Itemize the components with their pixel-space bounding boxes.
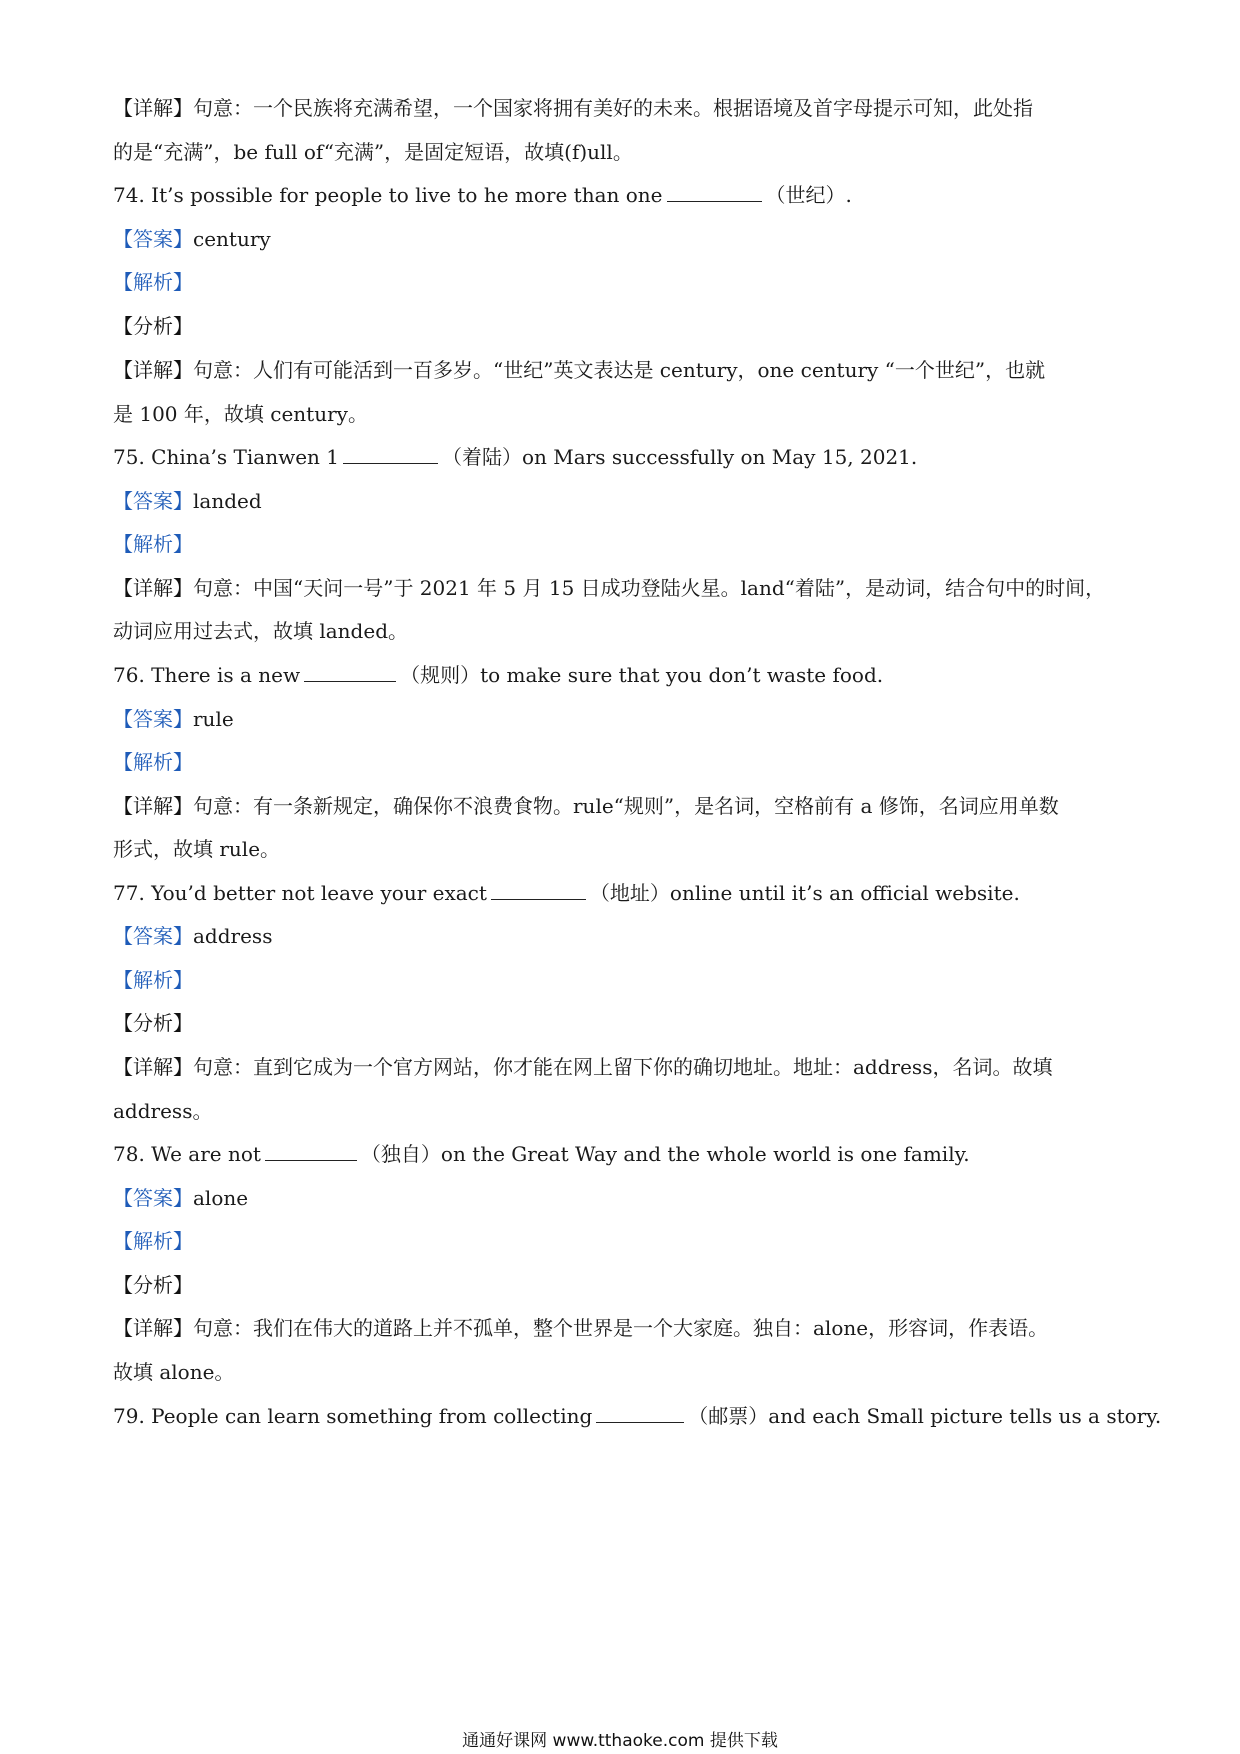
answer-tag: 【答案】 bbox=[113, 924, 193, 948]
detail-continuation bbox=[113, 618, 1133, 644]
answer-blank bbox=[667, 183, 762, 202]
detail-continuation bbox=[113, 139, 1133, 165]
analysis-label bbox=[113, 749, 1133, 775]
answer-line bbox=[113, 488, 1133, 514]
question-hint: （世纪）. bbox=[765, 183, 852, 207]
page-footer: 通通好课网 www.tthaoke.com 提供下载 bbox=[462, 1731, 778, 1751]
question-stem: 78. We are not bbox=[113, 1142, 261, 1166]
question-hint: （规则）to make sure that you don’t waste food. bbox=[400, 663, 884, 687]
detail-text: 句意：我们在伟大的道路上并不孤单，整个世界是一个大家庭。独自：alone，形容词，作表语。 bbox=[193, 1316, 1049, 1340]
analysis-label bbox=[113, 531, 1133, 557]
question-line bbox=[113, 444, 1133, 470]
answer-line bbox=[113, 706, 1133, 732]
answer-line bbox=[113, 923, 1133, 949]
detail-text: 故填 alone。 bbox=[113, 1360, 235, 1384]
answer-tag: 【答案】 bbox=[113, 227, 193, 251]
answer-line bbox=[113, 1185, 1133, 1211]
question-line bbox=[113, 880, 1133, 906]
detail-text: 句意：直到它成为一个官方网站，你才能在网上留下你的确切地址。地址：address，名词。故填 bbox=[193, 1055, 1053, 1079]
breakdown-label bbox=[113, 1010, 1133, 1036]
breakdown-label bbox=[113, 313, 1133, 339]
answer-line bbox=[113, 226, 1133, 252]
analysis-tag: 【解析】 bbox=[113, 750, 193, 774]
detail-tag: 【详解】 bbox=[113, 576, 193, 600]
answer-blank bbox=[265, 1142, 357, 1161]
analysis-label bbox=[113, 1228, 1133, 1254]
answer-text: landed bbox=[193, 489, 262, 513]
detail-continuation bbox=[113, 1359, 1133, 1385]
answer-tag: 【答案】 bbox=[113, 1186, 193, 1210]
question-stem: 76. There is a new bbox=[113, 663, 301, 687]
answer-text: address bbox=[193, 924, 273, 948]
detail-text: 句意：一个民族将充满希望，一个国家将拥有美好的未来。根据语境及首字母提示可知，此处指 bbox=[193, 96, 1033, 120]
detail-line bbox=[113, 1054, 1133, 1080]
answer-blank bbox=[596, 1404, 684, 1423]
question-line bbox=[113, 662, 1133, 688]
answer-tag: 【答案】 bbox=[113, 489, 193, 513]
detail-line bbox=[113, 1315, 1133, 1341]
detail-line bbox=[113, 357, 1133, 383]
detail-continuation bbox=[113, 836, 1133, 862]
answer-blank bbox=[491, 881, 586, 900]
detail-tag: 【详解】 bbox=[113, 358, 193, 382]
detail-text: 句意：人们有可能活到一百多岁。“世纪”英文表达是 century，one century “一个世纪”，也就 bbox=[193, 358, 1046, 382]
analysis-tag: 【解析】 bbox=[113, 270, 193, 294]
detail-text: 句意：有一条新规定，确保你不浪费食物。rule“规则”，是名词，空格前有 a 修饰，名词应用单数 bbox=[193, 794, 1059, 818]
question-hint: （地址）online until it’s an official website. bbox=[589, 881, 1020, 905]
analysis-label bbox=[113, 269, 1133, 295]
detail-tag: 【详解】 bbox=[113, 96, 193, 120]
detail-line bbox=[113, 95, 1133, 121]
detail-continuation bbox=[113, 401, 1133, 427]
detail-text: 动词应用过去式，故填 landed。 bbox=[113, 619, 408, 643]
analysis-tag: 【解析】 bbox=[113, 1229, 193, 1253]
breakdown-tag: 【分析】 bbox=[113, 1273, 193, 1297]
breakdown-label bbox=[113, 1272, 1133, 1298]
detail-text: 的是“充满”，be full of“充满”，是固定短语，故填(f)ull。 bbox=[113, 140, 633, 164]
detail-text: 是 100 年，故填 century。 bbox=[113, 402, 368, 426]
question-stem: 75. China’s Tianwen 1 bbox=[113, 445, 339, 469]
detail-continuation bbox=[113, 1098, 1133, 1124]
breakdown-tag: 【分析】 bbox=[113, 314, 193, 338]
answer-blank bbox=[343, 445, 438, 464]
question-line bbox=[113, 1403, 1162, 1429]
question-stem: 74. It’s possible for people to live to he more than one bbox=[113, 183, 663, 207]
analysis-label bbox=[113, 967, 1133, 993]
detail-line bbox=[113, 575, 1133, 601]
detail-text: address。 bbox=[113, 1099, 213, 1123]
question-stem: 79. People can learn something from collecting bbox=[113, 1404, 593, 1428]
detail-tag: 【详解】 bbox=[113, 794, 193, 818]
answer-text: alone bbox=[193, 1186, 249, 1210]
detail-text: 形式，故填 rule。 bbox=[113, 837, 281, 861]
answer-blank bbox=[304, 663, 396, 682]
analysis-tag: 【解析】 bbox=[113, 532, 193, 556]
detail-tag: 【详解】 bbox=[113, 1316, 193, 1340]
answer-tag: 【答案】 bbox=[113, 707, 193, 731]
question-stem: 77. You’d better not leave your exact bbox=[113, 881, 487, 905]
question-line bbox=[113, 1141, 1133, 1167]
question-line bbox=[113, 182, 1133, 208]
answer-text: rule bbox=[193, 707, 234, 731]
detail-text: 句意：中国“天问一号”于 2021 年 5 月 15 日成功登陆火星。land“着陆”，是动词，结合句中的时间， bbox=[193, 576, 1106, 600]
question-hint: （邮票）and each Small picture tells us a story. bbox=[688, 1404, 1162, 1428]
answer-text: century bbox=[193, 227, 271, 251]
detail-line bbox=[113, 793, 1133, 819]
detail-tag: 【详解】 bbox=[113, 1055, 193, 1079]
question-hint: （着陆）on Mars successfully on May 15, 2021. bbox=[442, 445, 918, 469]
question-hint: （独自）on the Great Way and the whole world is one family. bbox=[360, 1142, 970, 1166]
analysis-tag: 【解析】 bbox=[113, 968, 193, 992]
breakdown-tag: 【分析】 bbox=[113, 1011, 193, 1035]
